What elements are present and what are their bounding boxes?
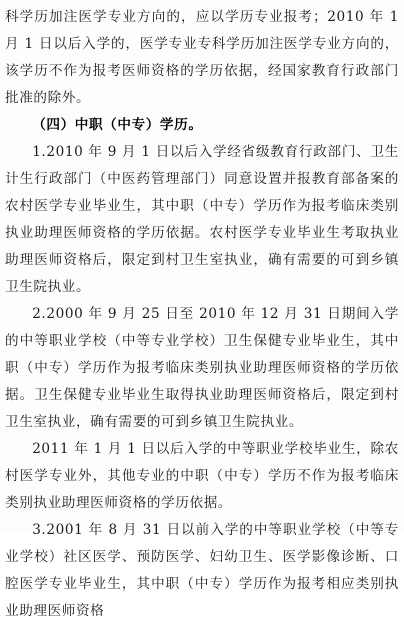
paragraph-item-1: 1.2010 年 9 月 1 日以后入学经省级教育行政部门、卫生计生行政部门（中医药管理部门）同意设置并报教育部备案的农村医学专业毕业生，其中职（中专）学历作为报考临床类别执业助理医师资格的学历依据。农村医学专业毕业生考取执业助理医师资格后，限定到村卫生室执业，确有需要的可到乡镇卫生院执业。 xyxy=(5,144,399,295)
paragraph-2011-note: 2011 年 1 月 1 日以后入学的中等职业学校毕业生，除农村医学专业外，其他专业的中职（中专）学历不作为报考临床类别执业助理医师资格的学历依据。 xyxy=(5,441,399,511)
paragraph-item-2: 2.2000 年 9 月 25 日至 2010 年 12 月 31 日期间入学的中等职业学校（中等专业学校）卫生保健专业毕业生，其中职（中专）学历作为报考临床类别执业助理医师资格的学历依据。卫生保健专业毕业生取得执业助理医师资格后，限定到村卫生室执业，确有需要的可到乡镇卫生院执业。 xyxy=(5,306,399,430)
paragraph-item-3: 3.2001 年 8 月 31 日以前入学的中等职业学校（中等专业学校）社区医学、预防医学、妇幼卫生、医学影像诊断、口腔医学专业毕业生，其中职（中专）学历作为报考相应类别执业助理医师资格 xyxy=(5,522,399,619)
paragraph-continuation: 科学历加注医学专业方向的，应以学历专业报考；2010 年 1 月 1 日以后入学的，医学专业专科学历加注医学专业方向的，该学历不作为报考医师资格的学历依据，经国家教育行政部门批准的除外。 xyxy=(5,9,399,106)
section-heading: （四）中职（中专）学历。 xyxy=(32,117,203,133)
